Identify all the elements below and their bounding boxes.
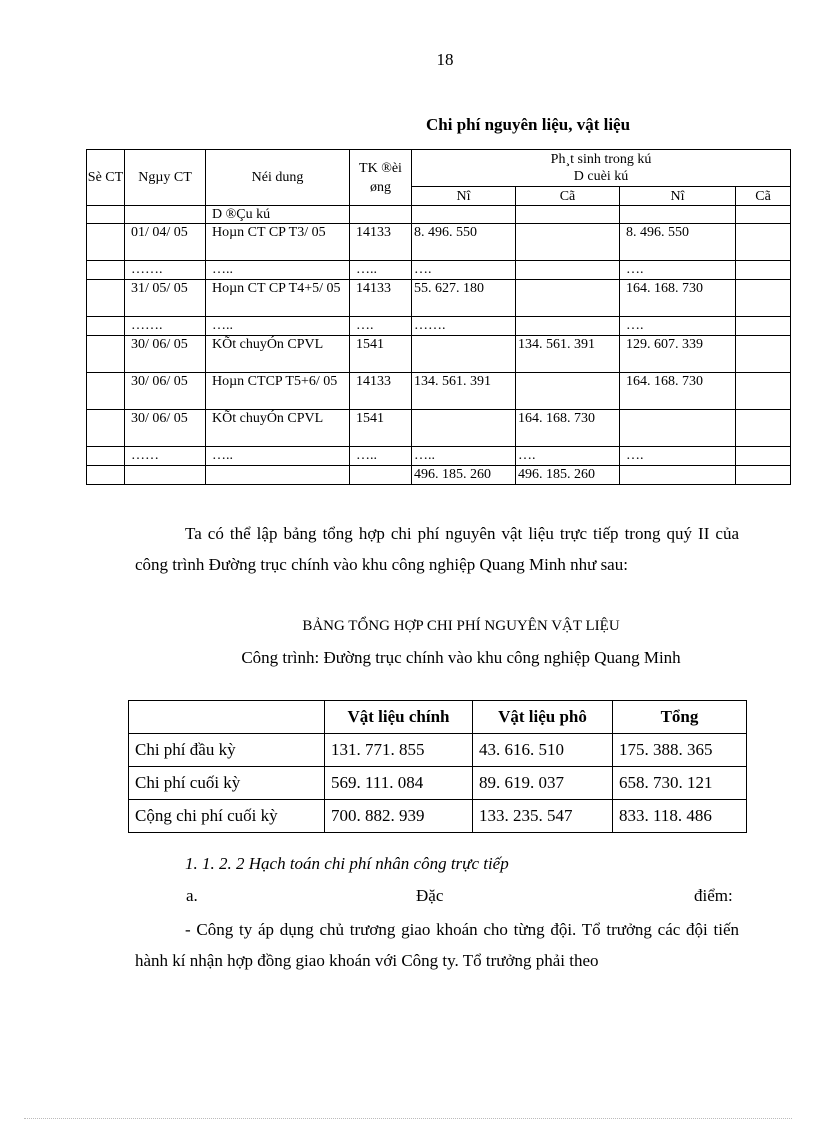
ledger-row — [87, 447, 791, 466]
ledger-cell-co — [516, 317, 620, 336]
ledger-table — [86, 149, 791, 485]
ledger-cell-no2: …. — [620, 317, 736, 336]
ledger-body — [87, 206, 791, 485]
ledger-row — [87, 261, 791, 280]
summary-row — [129, 734, 747, 767]
ledger-cell-ngay — [125, 466, 206, 485]
header-tk-doi-ung: TK ®èi øng — [350, 150, 412, 206]
ledger-cell-noidung: KÕt chuyÓn CPVL — [206, 410, 350, 447]
header-ngay-ct: Ngµy CT — [125, 150, 206, 206]
ledger-cell-co2 — [736, 206, 791, 224]
paragraph-intro: Ta có thể lập bảng tổng hợp chi phí nguyên vật liệu trực tiếp trong quý II của công trình Đường trục chính vào khu công nghiệp Quang Minh như sau: — [135, 524, 739, 574]
ledger-cell-tk: ….. — [350, 261, 412, 280]
ledger-cell-co2 — [736, 447, 791, 466]
ledger-row — [87, 336, 791, 373]
ledger-cell-noidung: KÕt chuyÓn CPVL — [206, 336, 350, 373]
ledger-cell-ngay — [125, 206, 206, 224]
ledger-cell-no: ….. — [412, 447, 516, 466]
ledger-cell-co — [516, 261, 620, 280]
ledger-cell-so — [87, 447, 125, 466]
header-phat-sinh-text: Ph¸t sinh trong kú — [550, 152, 652, 167]
ledger-cell-no: …. — [412, 261, 516, 280]
summary-value: 833. 118. 486 — [613, 800, 747, 833]
ledger-row — [87, 466, 791, 485]
ledger-cell-ngay: 01/ 04/ 05 — [125, 224, 206, 261]
summary-value: 43. 616. 510 — [473, 734, 613, 767]
summary-value: 131. 771. 855 — [325, 734, 473, 767]
summary-value: 569. 111. 084 — [325, 767, 473, 800]
ledger-cell-co: 496. 185. 260 — [516, 466, 620, 485]
table1-title: Chi phí nguyên liệu, vật liệu — [426, 115, 631, 134]
summary-header-cell: Vật liệu chính — [325, 701, 473, 734]
summary-row-label: Chi phí đầu kỳ — [129, 734, 325, 767]
ledger-cell-co — [516, 280, 620, 317]
ledger-cell-so — [87, 317, 125, 336]
ledger-cell-ngay: 30/ 06/ 05 — [125, 410, 206, 447]
ledger-cell-so — [87, 466, 125, 485]
summary-header-cell: Tổng — [613, 701, 747, 734]
summary-row-label: Cộng chi phí cuối kỳ — [129, 800, 325, 833]
ledger-cell-no2 — [620, 466, 736, 485]
ledger-cell-no2: 129. 607. 339 — [620, 336, 736, 373]
ledger-cell-tk: 1541 — [350, 336, 412, 373]
paragraph-khoan: - Công ty áp dụng chủ trương giao khoán cho từng đội. Tổ trưởng các đội tiến hành kí nhận hợp đồng giao khoán với Công ty. Tổ trưởng phải theo — [135, 920, 739, 970]
ledger-cell-so — [87, 336, 125, 373]
ledger-cell-so — [87, 280, 125, 317]
ledger-cell-no: 55. 627. 180 — [412, 280, 516, 317]
header-co-1: Cã — [516, 187, 620, 206]
ledger-cell-so — [87, 261, 125, 280]
summary-value: 175. 388. 365 — [613, 734, 747, 767]
ledger-cell-so — [87, 206, 125, 224]
ledger-cell-no — [412, 410, 516, 447]
section-heading: 1. 1. 2. 2 Hạch toán chi phí nhân công trực tiếp — [185, 854, 509, 873]
ledger-row — [87, 280, 791, 317]
ledger-cell-noidung — [206, 466, 350, 485]
ledger-cell-so — [87, 373, 125, 410]
ledger-cell-ngay: …… — [125, 447, 206, 466]
ledger-cell-noidung: Hoµn CT CP T3/ 05 — [206, 224, 350, 261]
footer-divider — [24, 1118, 792, 1119]
ledger-cell-ngay: ……. — [125, 261, 206, 280]
summary-value: 658. 730. 121 — [613, 767, 747, 800]
ledger-cell-no — [412, 206, 516, 224]
ledger-cell-noidung: ….. — [206, 317, 350, 336]
ledger-cell-noidung: D ®Çu kú — [206, 206, 350, 224]
summary-header-cell: Vật liệu phô — [473, 701, 613, 734]
ledger-cell-no2 — [620, 410, 736, 447]
ledger-cell-no: 134. 561. 391 — [412, 373, 516, 410]
ledger-cell-so — [87, 224, 125, 261]
page-number: 18 — [436, 50, 454, 69]
header-so-ct: Sè CT — [87, 150, 125, 206]
ledger-cell-no2: …. — [620, 261, 736, 280]
ledger-cell-no2: 8. 496. 550 — [620, 224, 736, 261]
summary-value: 700. 882. 939 — [325, 800, 473, 833]
ledger-cell-co2 — [736, 261, 791, 280]
header-no-1: Nî — [412, 187, 516, 206]
dac-diem-label-word: Đặc — [416, 886, 444, 905]
ledger-cell-tk — [350, 206, 412, 224]
ledger-cell-tk: …. — [350, 317, 412, 336]
ledger-cell-no: 496. 185. 260 — [412, 466, 516, 485]
summary-row — [129, 767, 747, 800]
ledger-cell-co: 164. 168. 730 — [516, 410, 620, 447]
ledger-cell-co2 — [736, 410, 791, 447]
header-noi-dung: Néi dung — [206, 150, 350, 206]
ledger-cell-co2 — [736, 336, 791, 373]
summary-body — [129, 701, 747, 833]
dac-diem-label-a: a. — [186, 886, 198, 905]
ledger-row — [87, 373, 791, 410]
ledger-cell-co: 134. 561. 391 — [516, 336, 620, 373]
ledger-cell-ngay: ……. — [125, 317, 206, 336]
ledger-header-row — [87, 150, 791, 187]
ledger-cell-co2 — [736, 280, 791, 317]
header-co-2: Cã — [736, 187, 791, 206]
ledger-cell-co — [516, 206, 620, 224]
summary-table — [128, 700, 747, 833]
summary-subtitle: Công trình: Đường trục chính vào khu công nghiệp Quang Minh — [241, 648, 681, 667]
ledger-cell-no: ……. — [412, 317, 516, 336]
ledger-cell-ngay: 30/ 06/ 05 — [125, 336, 206, 373]
ledger-cell-co2 — [736, 317, 791, 336]
ledger-cell-co2 — [736, 373, 791, 410]
ledger-cell-co2 — [736, 466, 791, 485]
header-no-2: Nî — [620, 187, 736, 206]
ledger-cell-co — [516, 373, 620, 410]
summary-header-row — [129, 701, 747, 734]
summary-row — [129, 800, 747, 833]
ledger-cell-tk: 1541 — [350, 410, 412, 447]
ledger-cell-tk — [350, 466, 412, 485]
ledger-cell-noidung: Hoµn CT CP T4+5/ 05 — [206, 280, 350, 317]
ledger-cell-no2: 164. 168. 730 — [620, 373, 736, 410]
summary-value: 89. 619. 037 — [473, 767, 613, 800]
ledger-cell-co — [516, 224, 620, 261]
summary-row-label: Chi phí cuối kỳ — [129, 767, 325, 800]
ledger-cell-no — [412, 336, 516, 373]
ledger-cell-tk: ….. — [350, 447, 412, 466]
ledger-cell-ngay: 30/ 06/ 05 — [125, 373, 206, 410]
ledger-row — [87, 317, 791, 336]
ledger-cell-noidung: Hoµn CTCP T5+6/ 05 — [206, 373, 350, 410]
ledger-cell-no2: 164. 168. 730 — [620, 280, 736, 317]
ledger-row — [87, 206, 791, 224]
ledger-cell-tk: 14133 — [350, 224, 412, 261]
ledger-cell-noidung: ….. — [206, 447, 350, 466]
ledger-cell-tk: 14133 — [350, 373, 412, 410]
ledger-cell-no2 — [620, 206, 736, 224]
ledger-row — [87, 224, 791, 261]
ledger-cell-ngay: 31/ 05/ 05 — [125, 280, 206, 317]
ledger-cell-so — [87, 410, 125, 447]
ledger-cell-no: 8. 496. 550 — [412, 224, 516, 261]
ledger-row — [87, 410, 791, 447]
ledger-cell-tk: 14133 — [350, 280, 412, 317]
header-du-cuoi-ky: D cuèi kú — [573, 169, 629, 184]
ledger-cell-co2 — [736, 224, 791, 261]
ledger-cell-noidung: ….. — [206, 261, 350, 280]
header-phat-sinh — [412, 150, 791, 187]
ledger-cell-co: …. — [516, 447, 620, 466]
summary-value: 133. 235. 547 — [473, 800, 613, 833]
summary-title: BẢNG TỔNG HỢP CHI PHÍ NGUYÊN VẬT LIỆU — [302, 618, 620, 634]
summary-header-cell — [129, 701, 325, 734]
ledger-cell-no2: …. — [620, 447, 736, 466]
dac-diem-label-end: điểm: — [694, 886, 733, 905]
